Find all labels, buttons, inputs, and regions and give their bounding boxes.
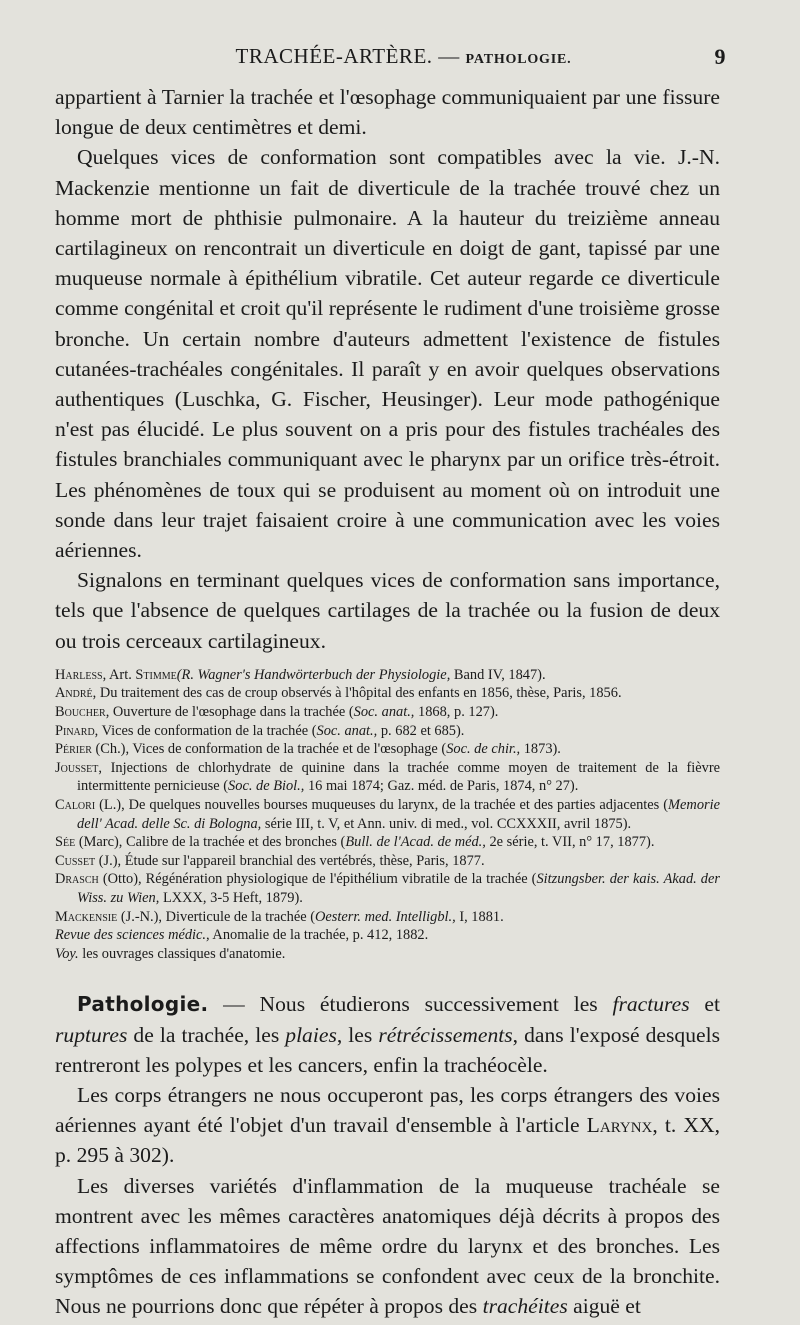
- reference-text: les ouvrages classiques d'anatomie.: [78, 945, 286, 962]
- reference-text: , Vices de conformation de la trachée (: [94, 722, 317, 739]
- reference-title: Sitzungsber. der kais. Akad. der Wiss. zu Wien,: [77, 871, 720, 906]
- reference-author: André: [55, 685, 93, 702]
- reference-entry: [55, 833, 720, 852]
- text-run: , dans l'exposé desquels rentreront les polypes et les cancers, enfin la trachéocèle.: [55, 1022, 720, 1077]
- header-subtitle: PATHOLOGIE.: [465, 52, 572, 67]
- reference-entry: [55, 870, 720, 907]
- reference-text: 2e série, t. VII, n° 17, 1877).: [485, 834, 655, 851]
- reference-author: Jousset: [55, 759, 99, 776]
- emphasis-fractures: fractures: [612, 992, 690, 1017]
- section-heading: Pathologie.: [77, 992, 209, 1017]
- reference-text: Band IV, 1847).: [450, 666, 546, 683]
- text-run: Les diverses variétés d'inflammation de la muqueuse trachéale se montrent avec les mêmes caractères anatomiques déjà décrits à propos des affections inflammatoires de même ordre du larynx et des bronches. Les symptômes de ces inflammations se confondent avec ceux de la bronchite. Nous ne pourrions donc que répéter à propos des: [55, 1173, 720, 1319]
- reference-text: 1873).: [520, 741, 561, 758]
- text-run: aiguë et: [567, 1294, 641, 1319]
- reference-title: Soc. de Biol.,: [228, 778, 305, 795]
- reference-title: Soc. anat.,: [353, 704, 415, 721]
- reference-text: 16 mai 1874; Gaz. méd. de Paris, 1874, n° 27).: [304, 778, 579, 795]
- reference-author: Calori: [55, 797, 96, 814]
- reference-title: Oesterr. med. Intelligbl.,: [315, 908, 456, 925]
- reference-entry: [55, 926, 720, 945]
- text-run: , t. XX, p. 295 à 302).: [55, 1113, 720, 1168]
- reference-text: p. 682 et 685).: [377, 722, 465, 739]
- reference-text: 1868, p. 127).: [414, 704, 499, 721]
- reference-text: Anomalie de la trachée, p. 412, 1882.: [209, 927, 429, 944]
- pathology-section: [55, 989, 720, 1321]
- reference-entry: [55, 796, 720, 833]
- reference-text: (L.), De quelques nouvelles bourses muqueuses du larynx, de la trachée et des parties adjacentes (: [95, 797, 669, 814]
- reference-author: Drasch: [55, 871, 99, 888]
- emphasis-tracheites: trachéites: [482, 1294, 568, 1319]
- reference-entry: [55, 740, 720, 759]
- reference-text: (Ch.), Vices de conformation de la trachée et de l'œsophage (: [91, 741, 447, 758]
- running-header: [55, 44, 726, 82]
- reference-entry: [55, 759, 720, 796]
- reference-text: , Injections de chlorhydrate de quinine dans la trachée comme moyen de traitement de la fièvre intermittente pernicieuse (: [77, 759, 720, 795]
- reference-text: (J.-N.), Diverticule de la trachée (: [117, 908, 316, 925]
- emphasis-ruptures: ruptures: [55, 1022, 128, 1047]
- reference-entry: [55, 908, 720, 927]
- reference-entry: [55, 722, 720, 741]
- reference-title: Revue des sciences médic.,: [55, 927, 210, 944]
- reference-title: Soc. de chir.,: [446, 741, 521, 758]
- reference-author: Périer: [55, 741, 92, 758]
- reference-title: (R. Wagner's Handwörterbuch der Physiologie,: [176, 666, 451, 683]
- reference-author: Pinard: [55, 722, 95, 739]
- text-run: de la trachée, les: [127, 1022, 286, 1047]
- text-run: , les: [336, 1022, 379, 1047]
- reference-text: (Otto), Régénération physiologique de l'épithélium vibratile de la trachée (: [98, 871, 537, 888]
- text-run: et: [689, 992, 720, 1017]
- page-number: 9: [714, 44, 726, 69]
- reference-author: Sée: [55, 834, 76, 851]
- reference-title: Bull. de l'Acad. de méd.,: [345, 834, 486, 851]
- reference-title: Soc. anat.,: [316, 722, 378, 739]
- reference-text: (Marc), Calibre de la trachée et des bronches (: [75, 834, 346, 851]
- reference-text: I, 1881.: [455, 908, 504, 925]
- paragraph-1: appartient à Tarnier la trachée et l'œsophage communiquaient par une fissure longue de deux centimètres et demi.: [55, 85, 720, 140]
- reference-text: , Ouverture de l'œsophage dans la trachée (: [105, 704, 354, 721]
- reference-author: Mackensie: [55, 908, 118, 925]
- reference-text: , Du traitement des cas de croup observés à l'hôpital des enfants en 1856, thèse, Paris, 1856.: [92, 685, 622, 702]
- main-text: [55, 82, 720, 656]
- text-run: Les corps étrangers ne nous occuperont pas, les corps étrangers des voies aériennes ayant été l'objet d'un travail d'ensemble à l'article: [55, 1082, 720, 1138]
- header-title: TRACHÉE-ARTÈRE. —: [235, 44, 460, 68]
- pathology-paragraph-2: [55, 1080, 720, 1171]
- reference-entry: [55, 703, 720, 722]
- pathology-paragraph-3: [55, 1171, 720, 1322]
- reference-author: Stimme: [135, 666, 177, 683]
- reference-text: LXXX, 3-5 Heft, 1879).: [159, 889, 303, 906]
- reference-entry: [55, 852, 720, 871]
- article-reference: Larynx: [586, 1113, 653, 1138]
- reference-entry: [55, 666, 720, 685]
- reference-author: Boucher: [55, 704, 106, 721]
- emphasis-retrecissements: rétrécissements: [378, 1022, 513, 1047]
- reference-text: , Art.: [102, 666, 136, 683]
- reference-entry: [55, 945, 720, 964]
- reference-author: Harless: [55, 666, 103, 683]
- emphasis-plaies: plaies: [285, 1022, 337, 1047]
- reference-text: série III, t. V, et Ann. univ. di med., vol. CCXXXII, avril 1875).: [261, 815, 632, 832]
- reference-text: (J.), Étude sur l'appareil branchial des vertébrés, thèse, Paris, 1877.: [95, 852, 485, 869]
- reference-title: Memorie dell' Acad. delle Sc. di Bologna,: [77, 797, 720, 832]
- paragraph-2: Quelques vices de conformation sont compatibles avec la vie. J.-N. Mackenzie mentionne un fait de diverticule de la trachée trouvé chez un homme mort de phthisie pulmonaire. A la hauteur du treizième anneau cartilagineux on rencontrait un diverticule en doigt de gant, tapissé par une muqueuse normale à épithélium vibratile. Cet auteur regarde ce diverticule comme congénital et croit qu'il représente le rudiment d'une troisième grosse bronche. Un certain nombre d'auteurs admettent l'existence de fistules cutanées-trachéales congénitales. Il paraît y en avoir quelques observations authentiques (Luschka, G. Fischer, Heusinger). Leur mode pathogénique n'est pas élucidé. Le plus souvent on a pris pour des fistules trachéales des fistules branchiales communiquant avec le pharynx par un orifice très-étroit. Les phénomènes de toux qui se produisent au moment où on introduit une sonde dans leur trajet faisaient croire à une communication avec les voies aériennes.: [55, 145, 720, 563]
- reference-entry: [55, 684, 720, 703]
- reference-title: Voy.: [55, 945, 79, 962]
- paragraph-3: Signalons en terminant quelques vices de conformation sans importance, tels que l'absence de quelques cartilages de la trachée ou la fusion de deux ou trois cerceaux cartilagineux.: [55, 568, 720, 653]
- text-run: — Nous étudierons successivement les: [208, 992, 613, 1017]
- bibliography: [55, 666, 720, 964]
- pathology-paragraph-1: [55, 989, 720, 1080]
- reference-author: Cusset: [55, 852, 96, 869]
